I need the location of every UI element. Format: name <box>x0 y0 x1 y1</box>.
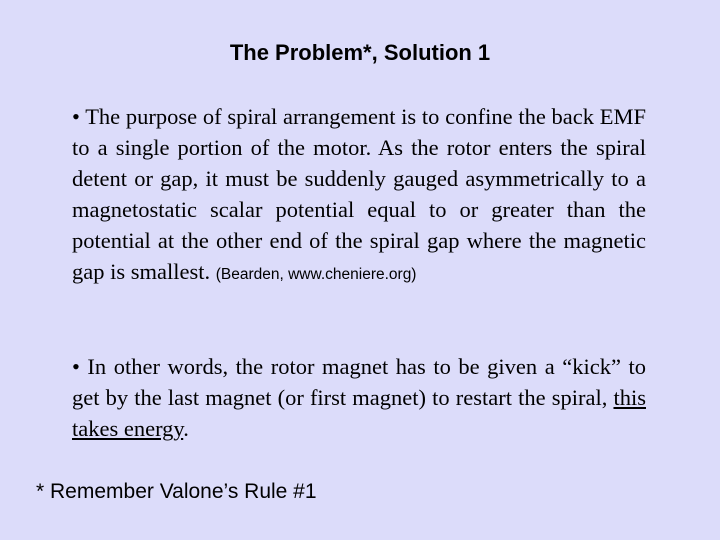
slide-title: The Problem*, Solution 1 <box>229 40 491 65</box>
paragraph-1-text: • The purpose of spiral arrangement is to confine the back EMF to a single portion of the motor. As the rotor enters the spiral detent or gap, it must be suddenly gauged asymmetrically to a magnetostatic scalar potential equal to or greater than the potential at the other end of the spiral gap where the magnetic gap is smallest. <box>72 104 646 284</box>
paragraph-2-end: . <box>183 416 189 441</box>
bullet-paragraph-1 <box>72 101 646 290</box>
emphasis-text: this takes energy <box>72 385 646 441</box>
paragraph-2-text: • In other words, the rotor magnet has to be given a “kick” to get by the last magnet (or first magnet) to restart the spiral, <box>72 354 646 410</box>
bullet-paragraph-2 <box>72 351 646 444</box>
footnote: * Remember Valone’s Rule #1 <box>36 480 317 503</box>
citation: (Bearden, www.cheniere.org) <box>215 266 417 283</box>
